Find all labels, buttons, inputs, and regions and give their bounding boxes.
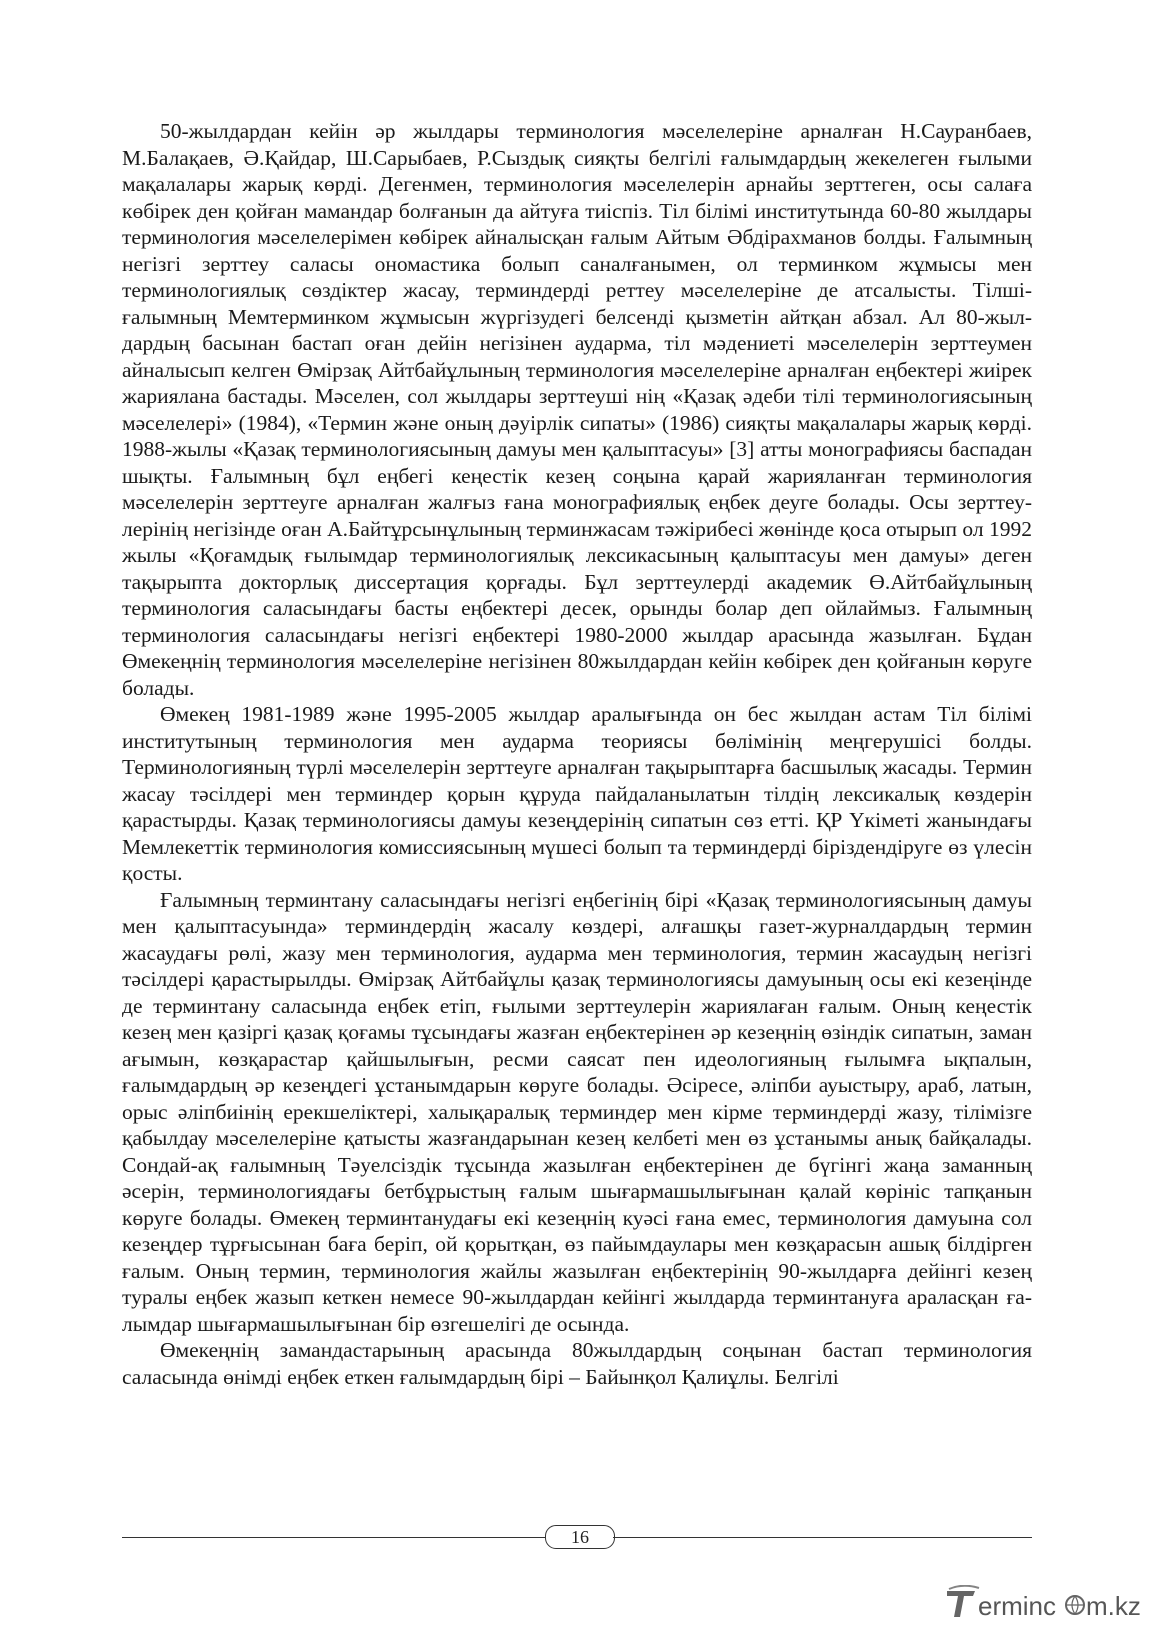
paragraph-3: Ғалымның терминтану саласындағы негізгі еңбегінің бірі «Қазақ терминологиясының дамуы мен қалыптасуында» терминдердің жасалу көздері, алғашқы газет-журналдардың термин жасаудағы рөлі, жазу мен терминология, аударма мен терминология, термин жасаудың негізгі тәсілдері қарастырылды. Өмірзақ Айтбайұлы қазақ терминологиясы дамуының осы екі кезеңінде де терминтану саласында еңбек етіп, ғылыми зерттеулерін жариялаған ғалым. Оның кеңестік кезең мен қазіргі қазақ қоғамы тұсындағы жазған еңбектерінен әр кезеңнің өзіндік сипатын, заман ағымын, көзқарастар қайшылығын, ресми саясат пен идеологияның ғылымға ықпалын, ғалымдардың әр кезеңдегі ұстанымдарын көруге болады. Әсіресе, әліпби ауыстыру, араб, латын, орыс әліпбиінің ерекшеліктері, халықаралық терминдер мен кірме терминдерді жазу, тілімізге қабылдау мәселелеріне қатысты жазғандарынан кезең келбеті мен өз ұстанымы анық байқалады. Сондай-ақ ғалымның Тәуелсіздік тұсында жазылған еңбектерінен де бүгінгі жаңа заманның әсерін, терминологиядағы бетбұрыстың ғалым шығармашылығынан қалай көрініс тапқанын көруге болады. Өмекең терминтанудағы екі кезеңнің куәсі ғана емес, терминология дамуына сол кезеңдер тұрғысынан баға беріп, ой қорытқан, өз пайымдаулары мен көзқарасын ашық білдірген ғалым. Оның термин, терминология жайлы жазылған еңбектерінің 90-жылдарға дейінгі кезең туралы еңбек жазып кеткен немесе 90-жылдардан кейінгі жылдарда терминтануға араласқан ғалымдар шығармашылығынан бір өзгешелігі де осында. bbox=[122, 887, 1032, 1336]
watermark-logo bbox=[945, 1585, 1150, 1621]
footer-rule-right bbox=[613, 1537, 1032, 1538]
page-number: 16 bbox=[545, 1525, 615, 1549]
paragraph-4: Өмекеңнің замандастарының арасында 80жылдардың соңынан бастап терминология саласында өнімді еңбек еткен ғалымдардың бірі – Байынқол Қалиұлы. Белгілі bbox=[122, 1338, 1032, 1389]
svg-text:m.kz: m.kz bbox=[1086, 1591, 1141, 1621]
svg-text:erminc: erminc bbox=[978, 1591, 1057, 1621]
paragraph-1: 50-жылдардан кейін әр жылдары терминология мәселелеріне арналған Н.Сауранбаев, М.Балақаев, Ә.Қайдар, Ш.Сарыбаев, Р.Сыздық сияқты белгілі ғалымдардың жекелеген ғылыми мақалалары жарық көрді. Дегенмен, терминология мәселелерін арнайы зерттеген, осы салаға көбірек ден қойған мамандар болғанын да айтуға тиіспіз. Тіл білімі институтында 60-80 жылдары терминология мәселелерімен көбірек айналысқан ғалым Айтым Әбдірахманов болды. Ғалымның негізгі зерттеу саласы ономастика болып саналғанымен, ол терминком жұмысы мен терминологиялық сөздіктер жасау, терминдерді реттеу мәселелеріне де атсалысты. Тілші-ғалымның Мемтерминком жұмысын жүргізудегі белсенді қызметін айтқан абзал. Ал 80-жылдардың басынан бастап оған дейін негізінен аударма, тіл мәдениеті мәселелерін зерттеумен айналысып келген Өмірзақ Айтбайұлының терминология мәселелеріне арналған еңбектері жиірек жариялана бастады. Мәселен, сол жылдары зерттеуші нің «Қазақ әдеби тілі терминологиясының мәселелері» (1984), «Термин және оның дәуірлік сипаты» (1986) сияқты мақалалары жарық көрді. 1988-жылы «Қазақ терминологиясының дамуы мен қалыптасуы» [3] атты монографиясы баспадан шықты. Ғалымның бұл еңбегі кеңестік кезең соңына қарай жарияланған терминология мәселелерін зерттеуге арналған жалғыз ғана монографиялық еңбек деуге болады. Осы зерттеулерінің негізінде оған А.Байтұрсынұлының терминжасам тәжірибесі жөнінде қоса отырып ол 1992 жылы «Қоғамдық ғылымдар терминологиялық лексикасының қалыптасуы мен дамуы» деген тақырыпта докторлық диссертация қорғады. Бұл зерттеулерді академик Ө.Айтбайұлының терминология саласындағы басты еңбектері десек, орынды болар деп ойлаймыз. Ғалымның терминология саласындағы негізгі еңбектері 1980-2000 жылдар арасында жазылған. Бұдан Өмекеңнің терминология мәселелеріне негізінен 80жылдардан кейін көбірек ден қойғанын көруге болады. bbox=[122, 119, 1032, 700]
page-body bbox=[122, 118, 1032, 1390]
footer-rule-left bbox=[122, 1537, 545, 1538]
paragraph-2: Өмекең 1981-1989 және 1995-2005 жылдар аралығында он бес жылдан астам Тіл білімі институтының терминология мен аударма теориясы бөлімінің меңгерушісі болды. Терминологияның түрлі мәселелерін зерттеуге арналған тақырыптарға басшылық жасады. Термин жасау тәсілдері мен терминдер қорын құруда пайдаланылатын тілдің лексикалық көздерін қарастырды. Қазақ терминологиясы дамуы кезеңдерінің сипатын сөз етті. ҚР Үкіметі жанындағы Мемлекеттік терминология комиссиясының мүшесі болып та терминдерді біріздендіруге өз үлесін қосты. bbox=[122, 702, 1032, 885]
watermark-logo-icon bbox=[945, 1585, 1150, 1621]
